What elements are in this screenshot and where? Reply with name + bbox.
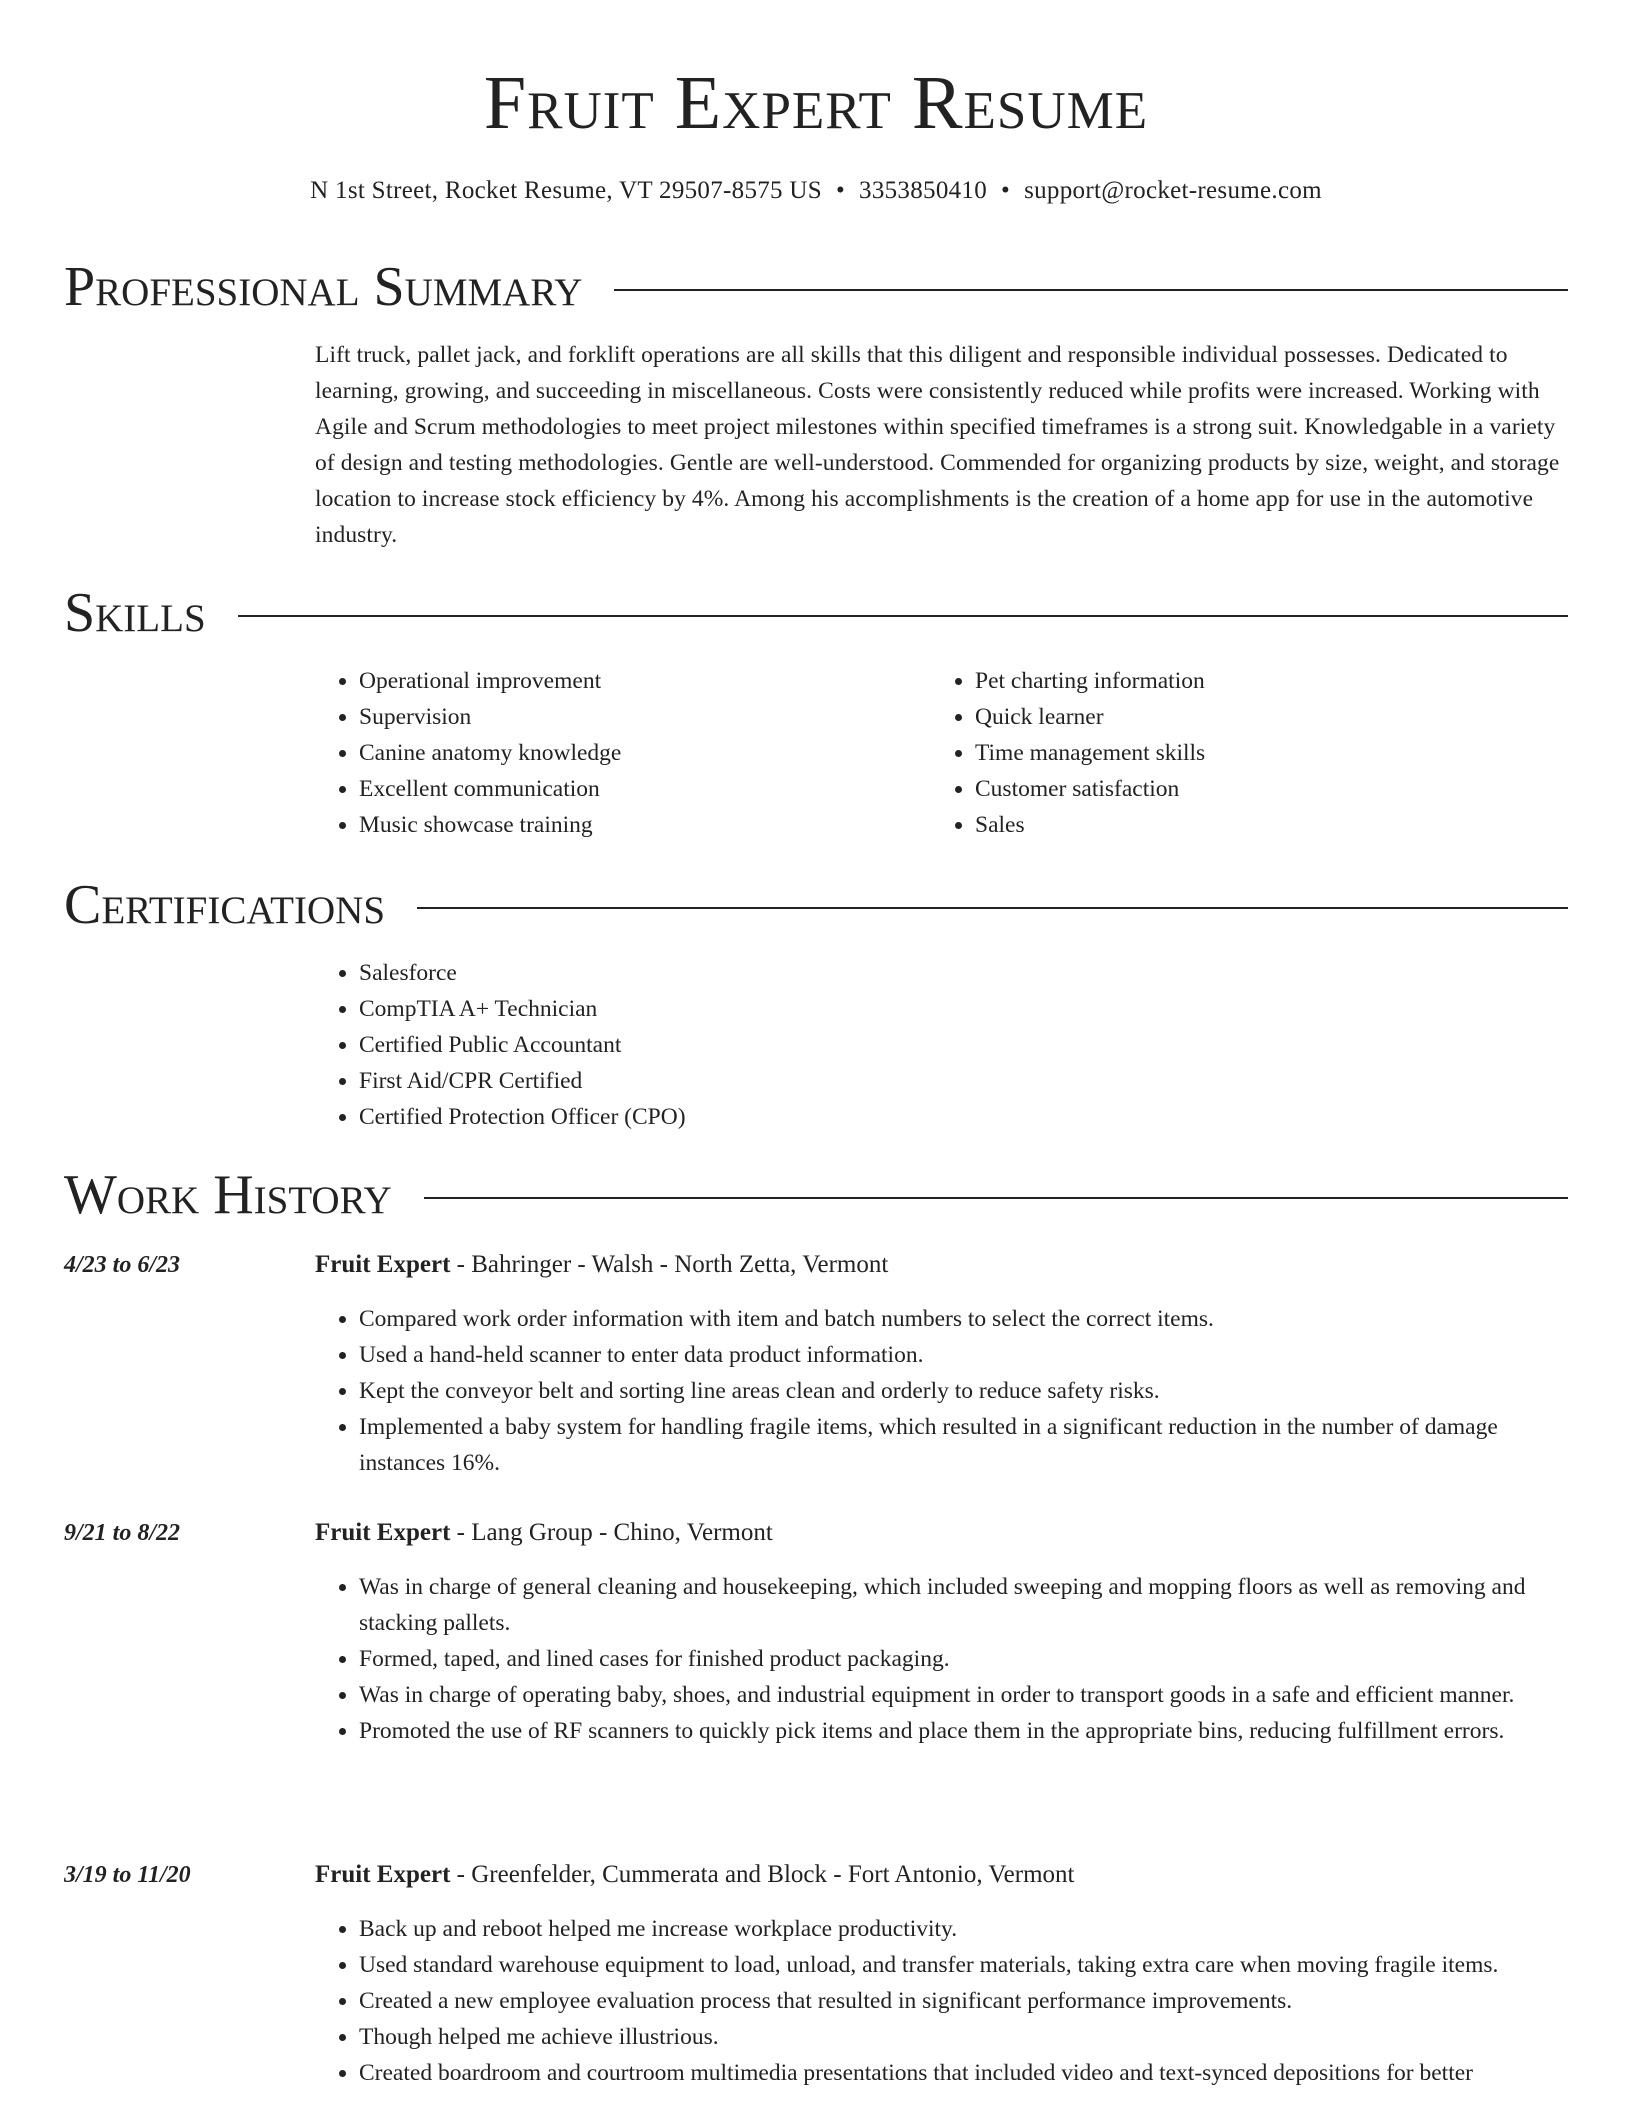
separator-dot: • (1001, 177, 1011, 204)
job-bullet: • Implemented a baby system for handling fragile items, which resulted in a significant reduction in the number of damage instances 16%. (359, 1409, 1570, 1481)
skill-item: • Excellent communication (359, 771, 621, 807)
job-bullet: • Kept the conveyor belt and sorting line areas clean and orderly to reduce safety risks. (359, 1373, 1570, 1409)
skill-item: • Customer satisfaction (975, 771, 1205, 807)
job-role: Fruit Expert (315, 1251, 451, 1278)
job-bullet: • Created a new employee evaluation process that resulted in significant performance improvements. (359, 1983, 1570, 2019)
job-bullet: • Created boardroom and courtroom multimedia presentations that included video and text-synced depositions for better (359, 2055, 1570, 2091)
certifications-list (315, 955, 686, 1135)
skill-item: • Supervision (359, 699, 621, 735)
skill-item: • Operational improvement (359, 663, 621, 699)
job-company: - Greenfelder, Cummerata and Block - Fort Antonio, Vermont (450, 1861, 1075, 1888)
job-bullet: • Formed, taped, and lined cases for finished product packaging. (359, 1641, 1570, 1677)
section-title-skills: Skills (64, 582, 206, 644)
contact-line (0, 175, 1632, 207)
skills-section-header (64, 581, 1568, 645)
summary-section-header (64, 255, 1568, 319)
section-title-summary: Professional Summary (64, 256, 583, 318)
skill-item: • Quick learner (975, 699, 1205, 735)
summary-text: Lift truck, pallet jack, and forklift operations are all skills that this diligent and responsible individual possesses. Dedicated to learning, growing, and succeeding in miscellaneous. Costs were consistently reduced while profits were increased. Working with Agile and Scrum methodologies to meet project milestones within specified timeframes is a strong suit. Knowledgable in a variety of design and testing methodologies. Gentle are well-understood. Commended for organizing products by size, weight, and storage location to increase stock efficiency by 4%. Among his accomplishments is the creation of a home app for use in the automotive industry. (315, 342, 1560, 548)
certification-item: • First Aid/CPR Certified (359, 1063, 686, 1099)
job-bullet: • Promoted the use of RF scanners to quickly pick items and place them in the appropriate bins, reducing fulfillment errors. (359, 1713, 1570, 1749)
email: support@rocket-resume.com (1024, 177, 1322, 204)
skill-item: • Time management skills (975, 735, 1205, 771)
skill-item: • Music showcase training (359, 807, 621, 843)
certification-item: • CompTIA A+ Technician (359, 991, 686, 1027)
certification-item: • Salesforce (359, 955, 686, 991)
section-divider (238, 615, 1568, 617)
skill-item: • Sales (975, 807, 1205, 843)
resume-title: Fruit Expert Resume (483, 61, 1149, 145)
job-bullet: • Was in charge of operating baby, shoes, and industrial equipment in order to transport goods in a safe and efficient manner. (359, 1677, 1570, 1713)
certifications-section-header (64, 873, 1568, 937)
job-title-line (315, 1857, 1074, 1893)
address: N 1st Street, Rocket Resume, VT 29507-8575 US (310, 177, 822, 204)
job-title-line (315, 1515, 773, 1551)
job-bullet: • Used a hand-held scanner to enter data product information. (359, 1337, 1570, 1373)
job-role: Fruit Expert (315, 1861, 451, 1888)
skills-column-left (315, 663, 621, 843)
job-entry (64, 1515, 1570, 1815)
work-history-section-header (64, 1163, 1568, 1227)
section-title-work-history: Work History (64, 1164, 392, 1226)
job-company: - Lang Group - Chino, Vermont (450, 1519, 773, 1546)
job-bullet: • Though helped me achieve illustrious. (359, 2019, 1570, 2055)
section-divider (424, 1197, 1568, 1199)
job-bullets (315, 1301, 1570, 1481)
job-entry (64, 1247, 1570, 1487)
phone: 3353850410 (859, 177, 988, 204)
job-role: Fruit Expert (315, 1519, 451, 1546)
job-bullets (315, 1911, 1570, 2091)
job-bullet: • Compared work order information with item and batch numbers to select the correct items. (359, 1301, 1570, 1337)
job-bullet: • Used standard warehouse equipment to load, unload, and transfer materials, taking extra care when moving fragile items. (359, 1947, 1570, 1983)
section-title-certifications: Certifications (64, 874, 386, 936)
job-dates: 3/19 to 11/20 (64, 1862, 191, 1888)
skills-column-right (931, 663, 1205, 843)
section-divider (417, 907, 1568, 909)
job-dates: 9/21 to 8/22 (64, 1520, 181, 1546)
separator-dot: • (835, 177, 846, 204)
section-divider (614, 289, 1568, 291)
certification-item: • Certified Public Accountant (359, 1027, 686, 1063)
job-title-line (315, 1247, 888, 1283)
job-dates: 4/23 to 6/23 (64, 1252, 181, 1278)
job-entry (64, 1857, 1570, 2112)
skill-item: • Pet charting information (975, 663, 1205, 699)
certification-item: • Certified Protection Officer (CPO) (359, 1099, 686, 1135)
job-company: - Bahringer - Walsh - North Zetta, Vermont (450, 1251, 889, 1278)
job-bullet: • Back up and reboot helped me increase workplace productivity. (359, 1911, 1570, 1947)
job-bullet: • Was in charge of general cleaning and housekeeping, which included sweeping and mopping floors as well as removing and stacking pallets. (359, 1569, 1570, 1641)
skill-item: • Canine anatomy knowledge (359, 735, 621, 771)
job-bullets (315, 1569, 1570, 1749)
